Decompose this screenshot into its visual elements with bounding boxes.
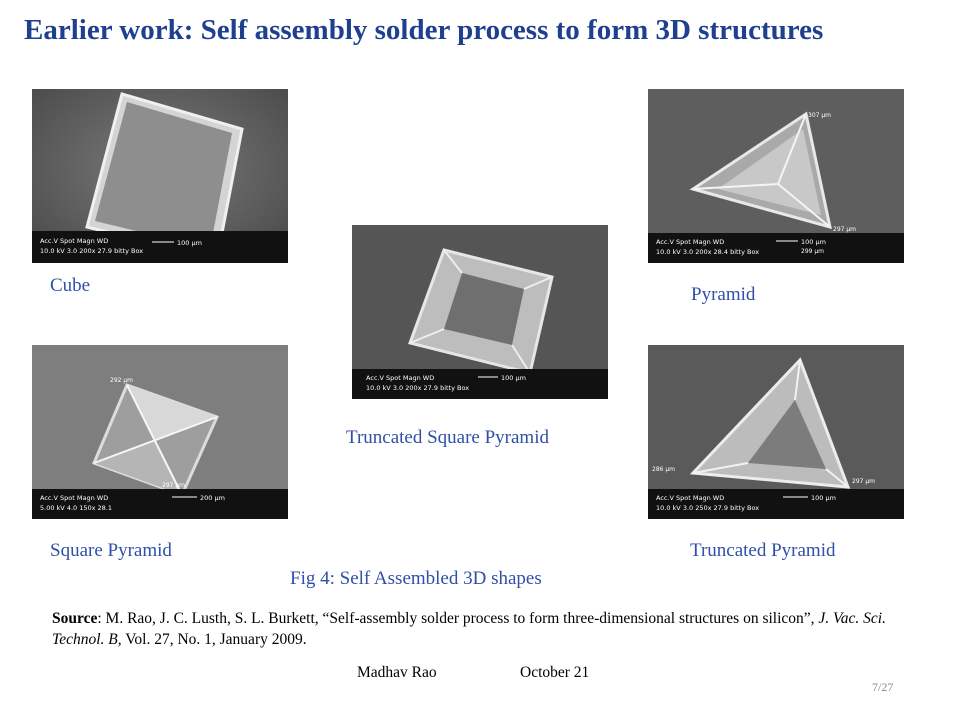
square-pyramid-label: Square Pyramid — [50, 540, 172, 561]
truncated-square-pyramid-micrograph — [352, 225, 608, 399]
figure-caption: Fig 4: Self Assembled 3D shapes — [290, 568, 542, 589]
micrograph-info-values: 10.0 kV 3.0 200x 27.9 bitty Box — [40, 247, 144, 255]
dimension-label: 297 µm — [833, 226, 857, 233]
dimension-label: 307 µm — [808, 112, 832, 119]
page-number: 7/27 — [872, 680, 894, 694]
truncated-pyramid-label: Truncated Pyramid — [690, 540, 836, 561]
dimension-label: 299 µm — [801, 248, 825, 255]
footer-author: Madhav Rao — [357, 664, 437, 681]
micrograph-scale-bar: 100 µm — [501, 374, 526, 382]
micrograph-info-header: Acc.V Spot Magn WD — [656, 238, 725, 246]
pyramid-label: Pyramid — [691, 284, 756, 305]
source-journal: J. Vac. Sci. Technol. B, — [52, 610, 886, 648]
micrograph-scale-bar: 100 µm — [811, 494, 836, 502]
micrograph-info-values: 10.0 kV 3.0 250x 27.9 bitty Box — [656, 504, 760, 512]
source-citation — [52, 608, 902, 650]
micrograph-info-values: 10.0 kV 3.0 200x 27.9 bitty Box — [366, 384, 470, 392]
dimension-label: 292 µm — [110, 377, 134, 384]
cube-label: Cube — [50, 275, 91, 296]
micrograph-info-header: Acc.V Spot Magn WD — [656, 494, 725, 502]
truncated-square-pyramid-label: Truncated Square Pyramid — [346, 427, 549, 448]
micrograph-scale-bar: 100 µm — [801, 238, 826, 246]
source-details: Vol. 27, No. 1, January 2009. — [121, 631, 307, 648]
micrograph-info-values: 10.0 kV 3.0 200x 28.4 bitty Box — [656, 248, 760, 256]
slide-title: Earlier work: Self assembly solder process to form 3D structures — [24, 14, 824, 46]
micrograph-info-header: Acc.V Spot Magn WD — [366, 374, 435, 382]
dimension-label: 297 µm — [162, 482, 186, 489]
micrograph-info-header: Acc.V Spot Magn WD — [40, 494, 109, 502]
micrograph-scale-bar: 200 µm — [200, 494, 225, 502]
micrograph-scale-bar: 100 µm — [177, 239, 202, 247]
source-text: : M. Rao, J. C. Lusth, S. L. Burkett, “Self-assembly solder process to form three-dimensional structures on silicon”, — [97, 610, 815, 627]
square-pyramid-micrograph — [32, 345, 288, 519]
pyramid-micrograph — [648, 89, 904, 263]
cube-micrograph — [32, 89, 288, 263]
truncated-pyramid-micrograph — [648, 345, 904, 519]
micrograph-info-values: 5.00 kV 4.0 150x 28.1 — [40, 504, 113, 512]
micrograph-info-header: Acc.V Spot Magn WD — [40, 237, 109, 245]
dimension-label: 297 µm — [852, 478, 876, 485]
footer-date: October 21 — [520, 664, 590, 681]
dimension-label: 286 µm — [652, 466, 676, 473]
source-label: Source — [52, 610, 98, 627]
